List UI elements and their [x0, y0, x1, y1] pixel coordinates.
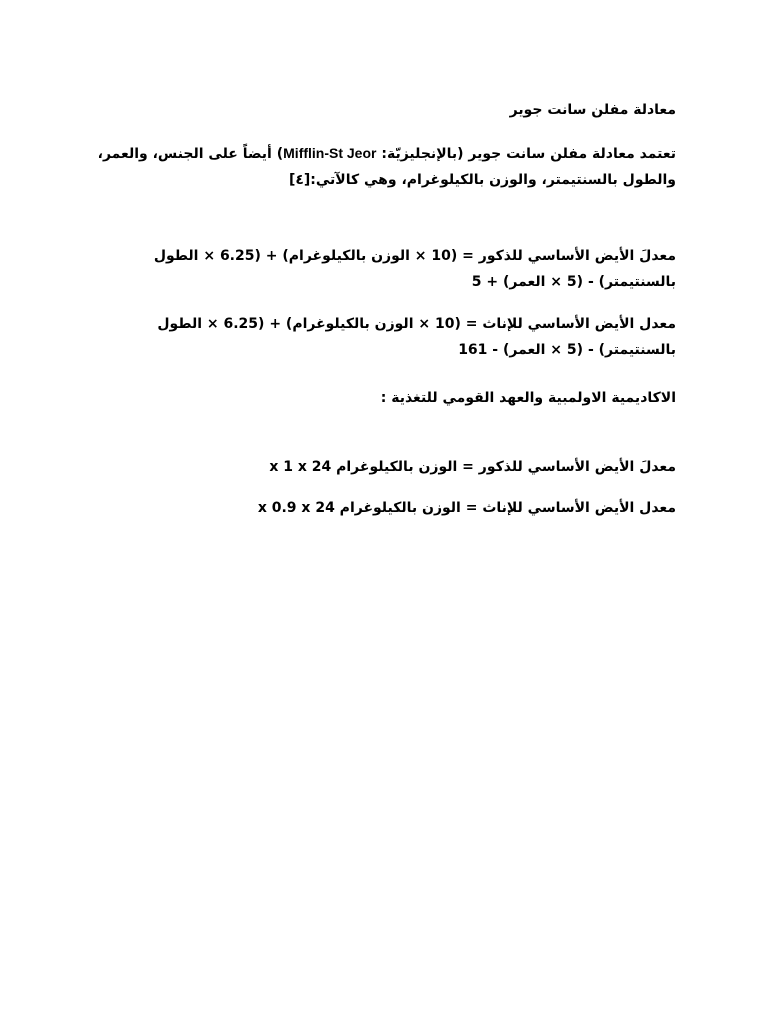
section-heading: الاكاديمية الاولمبية والعهد القومي للتغذية : — [380, 390, 676, 406]
intro-text-part1: تعتمد معادلة مفلن سانت جوير (بالإنجليزيّة: — [376, 146, 676, 162]
male-simple-formula: معدلَ الأيض الأساسي للذكور = الوزن بالكيلوغرام x 1 x 24 — [269, 459, 676, 475]
intro-text-part2: ) أيضاً على الجنس، والعمر، والطول بالسنتيمتر، والوزن بالكيلوغرام، وهي كالآتي:[٤] — [97, 146, 676, 188]
intro-paragraph — [92, 140, 676, 193]
document-page — [92, 0, 676, 1024]
intro-english-term: Mifflin-St Jeor — [283, 145, 377, 161]
document-title: معادلة مفلن سانت جوير — [509, 102, 676, 118]
male-formula: معدلَ الأيض الأساسي للذكور = (10 × الوزن بالكيلوغرام) + (6.25 × الطول بالسنتيمتر) - (5 × العمر) + 5 — [153, 248, 676, 290]
female-formula: معدل الأيض الأساسي للإناث = (10 × الوزن بالكيلوغرام) + (6.25 × الطول بالسنتيمتر) - (5 × العمر) - 161 — [157, 316, 676, 358]
female-simple-formula: معدل الأيض الأساسي للإناث = الوزن بالكيلوغرام x 0.9 x 24 — [257, 500, 676, 516]
